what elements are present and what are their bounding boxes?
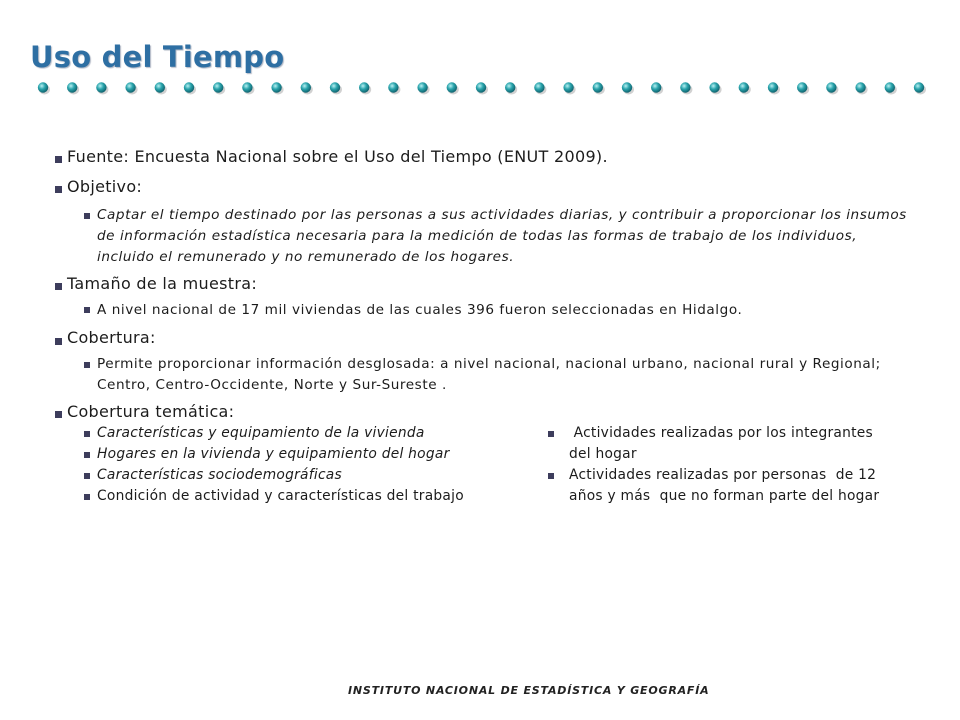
divider-dot bbox=[447, 82, 457, 92]
divider-dot bbox=[914, 82, 924, 92]
dot-divider bbox=[37, 80, 937, 96]
tematica-left-item: Condición de actividad y características del trabajo bbox=[97, 488, 464, 504]
divider-dot bbox=[271, 82, 281, 92]
tematica-right-item-line: años y más que no forman parte del hogar bbox=[569, 488, 880, 504]
bullet-icon bbox=[84, 307, 90, 313]
divider-dot bbox=[651, 82, 661, 92]
cobertura-text: Permite proporcionar información desglosada: a nivel nacional, nacional urbano, nacional rural y Regional; Centro, Centro-Occidente, Norte y Sur-Sureste . bbox=[97, 356, 881, 393]
tematica-right-item-line: Actividades realizadas por personas de 12 bbox=[569, 467, 877, 483]
divider-dot bbox=[213, 82, 223, 92]
divider-dot bbox=[67, 82, 77, 92]
bullet-icon bbox=[84, 431, 90, 437]
divider-dot bbox=[709, 82, 719, 92]
bullet-icon bbox=[55, 186, 62, 193]
divider-dot bbox=[563, 82, 573, 92]
bullet-icon bbox=[548, 473, 554, 479]
tematica-right-item-line: Actividades realizadas por los integrantes bbox=[569, 425, 873, 441]
objetivo-text: Captar el tiempo destinado por las personas a sus actividades diarias, y contribuir a proporcionar los insumos de información estadística necesaria para la medición de todas las formas de trabajo de los individuos, incluido el remunerado y no remunerado de los hogares. bbox=[97, 207, 907, 265]
bullet-icon bbox=[55, 283, 62, 290]
bullet-icon bbox=[548, 431, 554, 437]
heading-cobertura-tematica: Cobertura temática: bbox=[67, 402, 235, 421]
divider-dot bbox=[885, 82, 895, 92]
bullet-icon bbox=[84, 494, 90, 500]
divider-dot bbox=[855, 82, 865, 92]
divider-dot bbox=[359, 82, 369, 92]
divider-dot bbox=[505, 82, 515, 92]
heading-fuente: Fuente: Encuesta Nacional sobre el Uso del Tiempo (ENUT 2009). bbox=[67, 147, 608, 166]
divider-dot bbox=[38, 82, 48, 92]
bullet-icon bbox=[55, 411, 62, 418]
divider-dot bbox=[184, 82, 194, 92]
divider-dot bbox=[417, 82, 427, 92]
divider-dot bbox=[242, 82, 252, 92]
bullet-icon bbox=[84, 213, 90, 219]
bullet-icon bbox=[55, 156, 62, 163]
divider-dot bbox=[96, 82, 106, 92]
divider-dot bbox=[797, 82, 807, 92]
divider-dot bbox=[739, 82, 749, 92]
slide-title: Uso del Tiempo bbox=[30, 40, 285, 74]
divider-dot bbox=[330, 82, 340, 92]
divider-dot bbox=[768, 82, 778, 92]
divider-dot bbox=[826, 82, 836, 92]
heading-objetivo: Objetivo: bbox=[67, 177, 143, 196]
bullet-icon bbox=[84, 473, 90, 479]
bullet-icon bbox=[84, 362, 90, 368]
divider-dot bbox=[593, 82, 603, 92]
divider-dot bbox=[622, 82, 632, 92]
divider-dot bbox=[125, 82, 135, 92]
heading-tamano-muestra: Tamaño de la muestra: bbox=[67, 274, 258, 293]
tematica-left-item: Hogares en la vivienda y equipamiento del hogar bbox=[97, 446, 450, 462]
divider-dot bbox=[534, 82, 544, 92]
divider-dot bbox=[301, 82, 311, 92]
muestra-text: A nivel nacional de 17 mil viviendas de las cuales 396 fueron seleccionadas en Hidalgo. bbox=[97, 302, 743, 318]
tematica-left-item: Características y equipamiento de la vivienda bbox=[97, 425, 425, 441]
tematica-right-item-line: del hogar bbox=[569, 446, 637, 462]
bullet-icon bbox=[84, 452, 90, 458]
heading-cobertura: Cobertura: bbox=[67, 328, 156, 347]
tematica-left-item: Características sociodemográficas bbox=[97, 467, 342, 483]
divider-dot bbox=[155, 82, 165, 92]
divider-dot bbox=[680, 82, 690, 92]
divider-dot bbox=[476, 82, 486, 92]
footer-institution: INSTITUTO NACIONAL DE ESTADÍSTICA Y GEOGRAFÍA bbox=[348, 684, 710, 697]
divider-dot bbox=[388, 82, 398, 92]
bullet-icon bbox=[55, 338, 62, 345]
